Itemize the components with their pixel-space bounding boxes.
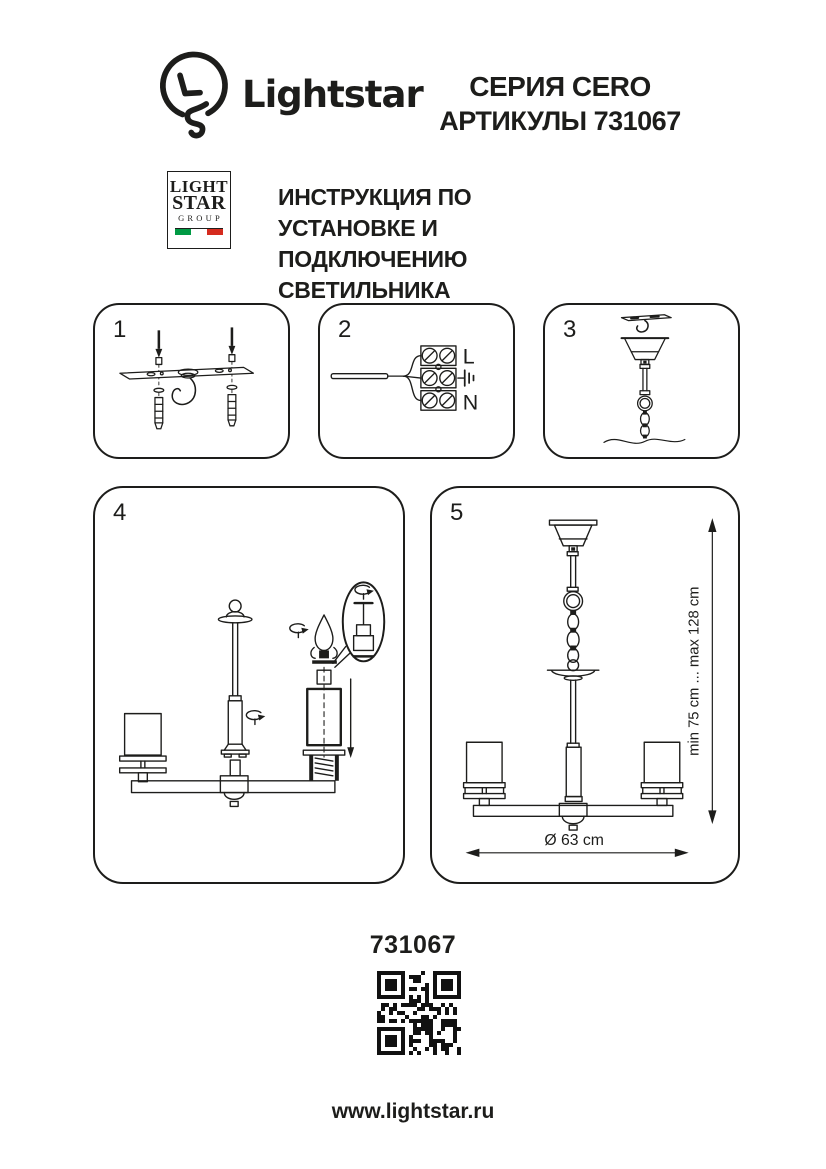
step-number: 3 [563, 316, 577, 343]
group-logo-group: GROUP [178, 213, 223, 223]
neutral-label: N [462, 390, 479, 415]
instruction-title-line1: ИНСТРУКЦИЯ ПО УСТАНОВКЕ И [278, 184, 472, 241]
instruction-title-line2: ПОДКЛЮЧЕНИЮ СВЕТИЛЬНИКА [278, 246, 468, 303]
live-label: L [462, 344, 475, 369]
step2-wiring-diagram [320, 305, 513, 457]
articles-line: АРТИКУЛЫ 731067 [439, 106, 681, 136]
step1-bracket-hook-diagram [95, 305, 288, 457]
group-logo-light: LIGHT [169, 177, 229, 196]
step-4-panel [93, 486, 405, 884]
rotate-arrow-icon [355, 585, 374, 599]
step-number: 2 [338, 316, 352, 343]
series-block [415, 70, 705, 138]
step-3-panel [543, 303, 740, 459]
step-number: 4 [113, 499, 127, 526]
brand-wordmark: Lightstar [242, 72, 423, 116]
step-number: 1 [113, 316, 127, 343]
diameter-dimension-label: Ø 63 cm [544, 831, 604, 849]
step5-dimensions-diagram [432, 488, 738, 882]
qr-code [377, 971, 461, 1055]
step-number: 5 [450, 499, 464, 526]
article-number: 731067 [369, 931, 457, 959]
website-url: www.lightstar.ru [331, 1100, 495, 1123]
lightstar-group-logo [167, 171, 231, 249]
step4-assembly-diagram [95, 488, 403, 882]
instruction-title [278, 182, 608, 306]
height-dimension-label: min 75 cm ... max 128 cm [686, 586, 703, 756]
group-logo-star: STAR [172, 192, 226, 214]
italian-flag-stripe [175, 228, 223, 235]
brand [156, 48, 423, 140]
lightstar-bulb-icon [156, 48, 234, 140]
step3-canopy-chain-diagram [545, 305, 738, 457]
step-5-panel [430, 486, 740, 884]
rotate-arrow-icon [290, 624, 309, 638]
series-title: СЕРИЯ CERO [469, 71, 651, 102]
step-2-panel [318, 303, 515, 459]
step-1-panel [93, 303, 290, 459]
rotate-arrow-icon [246, 711, 265, 725]
ground-icon [458, 370, 474, 386]
